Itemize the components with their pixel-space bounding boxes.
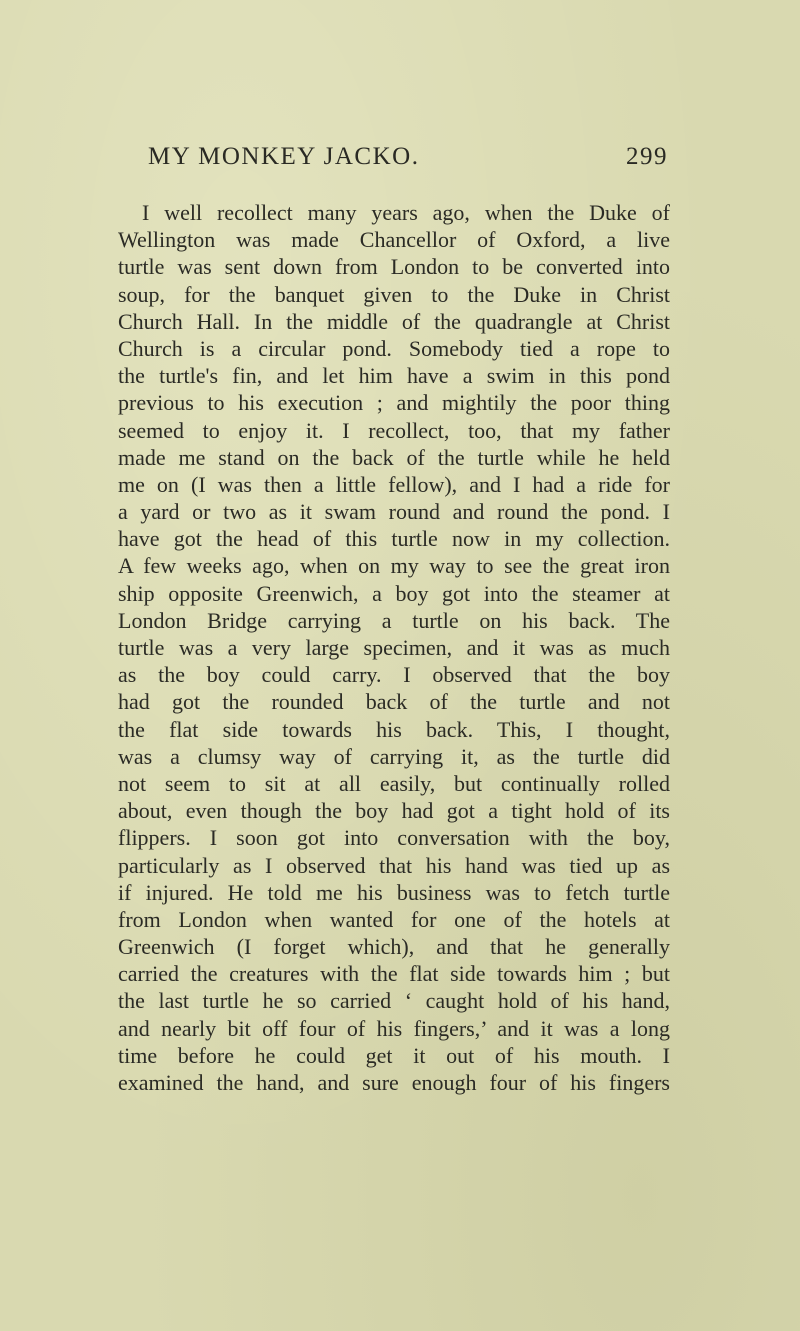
running-title: MY MONKEY JACKO.: [148, 143, 420, 170]
text-line: and nearly bit off four of his fingers,’ and it was a long: [118, 1015, 670, 1041]
text-line: time before he could get it out of his mouth. I: [118, 1042, 670, 1068]
text-line: London Bridge carrying a turtle on his back. The: [118, 607, 670, 633]
running-head: [148, 143, 668, 177]
text-line: me on (I was then a little fellow), and I had a ride for: [118, 471, 670, 497]
text-line: Wellington was made Chancellor of Oxford, a live: [118, 227, 670, 253]
page-number: 299: [626, 143, 668, 170]
text-line: turtle was sent down from London to be converted into: [118, 254, 670, 280]
text-line: I well recollect many years ago, when the Duke of: [142, 200, 670, 225]
text-line: the flat side towards his back. This, I thought,: [118, 716, 670, 742]
text-line: not seem to sit at all easily, but continually rolled: [118, 770, 670, 796]
text-line: Greenwich (I forget which), and that he generally: [118, 934, 670, 960]
text-line: about, even though the boy had got a tight hold of its: [118, 798, 670, 824]
text-line: seemed to enjoy it. I recollect, too, that my father: [118, 417, 670, 443]
text-line: was a clumsy way of carrying it, as the turtle did: [118, 743, 670, 769]
text-line: Church Hall. In the middle of the quadrangle at Christ: [118, 308, 670, 334]
text-line: examined the hand, and sure enough four of his fingers: [118, 1070, 670, 1095]
text-line: Church is a circular pond. Somebody tied a rope to: [118, 335, 670, 361]
text-line: a yard or two as it swam round and round the pond. I: [118, 499, 670, 525]
text-line: as the boy could carry. I observed that the boy: [118, 662, 670, 688]
text-line: carried the creatures with the flat side towards him ; but: [118, 961, 670, 987]
text-line: made me stand on the back of the turtle while he held: [118, 444, 670, 470]
text-line: from London when wanted for one of the hotels at: [118, 906, 670, 932]
text-line: soup, for the banquet given to the Duke in Christ: [118, 281, 670, 307]
text-line: the last turtle he so carried ‘ caught hold of his hand,: [118, 988, 670, 1014]
text-line: ship opposite Greenwich, a boy got into the steamer at: [118, 580, 670, 606]
text-line: turtle was a very large specimen, and it was as much: [118, 635, 670, 660]
text-line: particularly as I observed that his hand was tied up as: [118, 852, 670, 878]
text-line: previous to his execution ; and mightily the poor thing: [118, 390, 670, 416]
text-line: have got the head of this turtle now in my collection.: [118, 526, 670, 552]
text-line: A few weeks ago, when on my way to see the great iron: [118, 553, 670, 579]
text-line: the turtle's fin, and let him have a swim in this pond: [118, 363, 670, 389]
text-line: flippers. I soon got into conversation with the boy,: [118, 825, 670, 851]
text-line: if injured. He told me his business was to fetch turtle: [118, 879, 670, 905]
text-line: had got the rounded back of the turtle and not: [118, 689, 670, 715]
body-paragraph: [118, 199, 670, 1096]
